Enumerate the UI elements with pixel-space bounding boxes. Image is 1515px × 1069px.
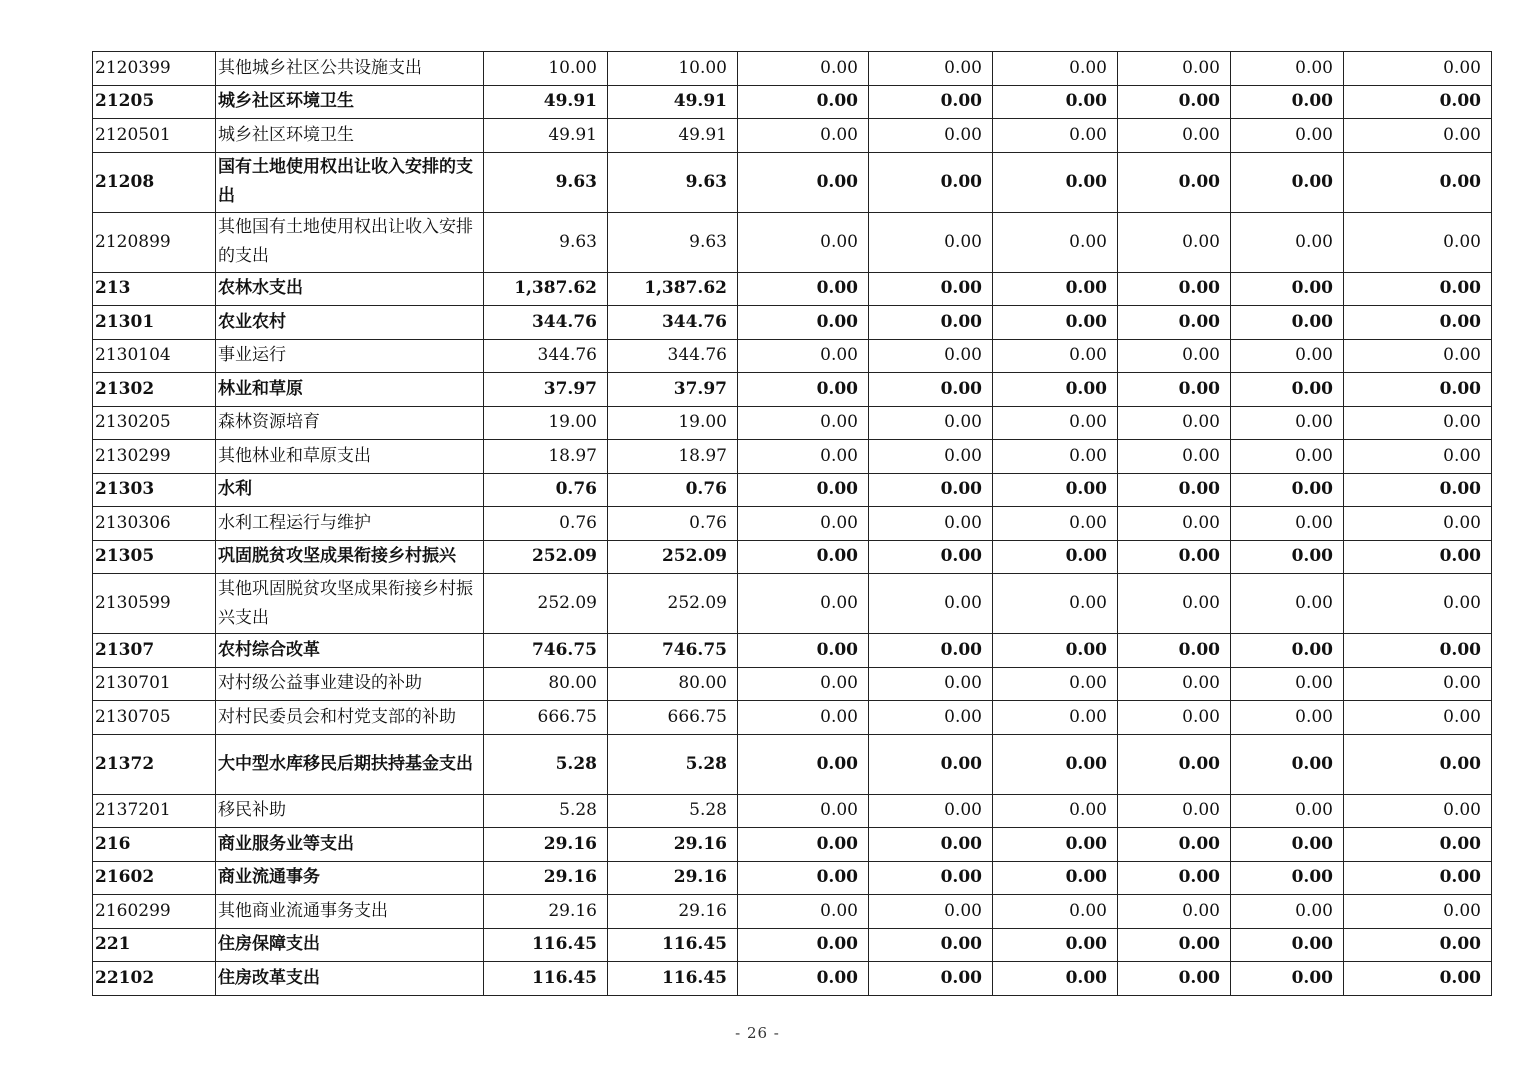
cell-amount: 10.00 (608, 52, 738, 86)
cell-code: 216 (93, 828, 216, 862)
table-row (93, 152, 1492, 212)
table-row (93, 473, 1492, 507)
cell-name: 国有土地使用权出让收入安排的支出 (216, 152, 484, 212)
cell-amount: 344.76 (608, 339, 738, 373)
cell-amount: 0.00 (869, 734, 993, 794)
cell-amount: 0.00 (869, 928, 993, 962)
cell-amount: 5.28 (484, 794, 608, 828)
cell-amount: 0.00 (738, 828, 869, 862)
cell-amount: 116.45 (608, 928, 738, 962)
cell-amount: 0.00 (738, 373, 869, 407)
cell-code: 21208 (93, 152, 216, 212)
cell-amount: 746.75 (484, 634, 608, 668)
cell-name: 森林资源培育 (216, 406, 484, 440)
cell-amount: 116.45 (608, 962, 738, 996)
cell-amount: 0.00 (869, 540, 993, 574)
cell-amount: 0.00 (1344, 928, 1492, 962)
cell-amount: 0.00 (1231, 574, 1344, 634)
cell-amount: 0.00 (738, 440, 869, 474)
cell-amount: 0.00 (1118, 895, 1231, 929)
cell-amount: 0.00 (1231, 306, 1344, 340)
cell-amount: 29.16 (608, 861, 738, 895)
cell-amount: 37.97 (608, 373, 738, 407)
cell-amount: 0.00 (1231, 895, 1344, 929)
table-body (93, 52, 1492, 996)
cell-amount: 0.00 (993, 794, 1118, 828)
cell-amount: 0.00 (1344, 152, 1492, 212)
cell-amount: 0.00 (1118, 667, 1231, 701)
cell-amount: 0.00 (869, 85, 993, 119)
cell-amount: 0.00 (1231, 962, 1344, 996)
table-row (93, 212, 1492, 272)
cell-amount: 0.00 (1344, 119, 1492, 153)
cell-amount: 19.00 (484, 406, 608, 440)
cell-amount: 0.00 (1118, 212, 1231, 272)
table-row (93, 339, 1492, 373)
cell-name: 其他林业和草原支出 (216, 440, 484, 474)
cell-amount: 0.00 (993, 962, 1118, 996)
cell-amount: 5.28 (608, 734, 738, 794)
cell-amount: 0.00 (1231, 634, 1344, 668)
cell-amount: 0.00 (1118, 574, 1231, 634)
cell-amount: 0.00 (1231, 540, 1344, 574)
cell-amount: 0.00 (1118, 152, 1231, 212)
cell-amount: 0.00 (738, 507, 869, 541)
cell-amount: 0.00 (869, 406, 993, 440)
cell-amount: 0.00 (1344, 306, 1492, 340)
cell-amount: 0.00 (738, 52, 869, 86)
cell-name: 农业农村 (216, 306, 484, 340)
cell-amount: 0.00 (738, 272, 869, 306)
cell-amount: 252.09 (484, 540, 608, 574)
cell-amount: 0.00 (738, 152, 869, 212)
cell-amount: 0.00 (1231, 928, 1344, 962)
cell-name: 城乡社区环境卫生 (216, 119, 484, 153)
cell-amount: 116.45 (484, 962, 608, 996)
cell-name: 农村综合改革 (216, 634, 484, 668)
cell-amount: 0.00 (869, 373, 993, 407)
cell-amount: 0.00 (869, 473, 993, 507)
cell-amount: 0.00 (993, 152, 1118, 212)
cell-code: 2160299 (93, 895, 216, 929)
cell-code: 213 (93, 272, 216, 306)
cell-amount: 666.75 (484, 701, 608, 735)
cell-amount: 0.00 (1118, 540, 1231, 574)
cell-amount: 37.97 (484, 373, 608, 407)
cell-amount: 0.00 (1231, 667, 1344, 701)
cell-amount: 0.76 (484, 473, 608, 507)
cell-amount: 0.00 (1118, 928, 1231, 962)
cell-amount: 0.00 (1231, 507, 1344, 541)
cell-amount: 0.00 (993, 473, 1118, 507)
table-row (93, 440, 1492, 474)
cell-amount: 0.00 (1118, 861, 1231, 895)
cell-name: 林业和草原 (216, 373, 484, 407)
cell-amount: 0.00 (1344, 272, 1492, 306)
cell-amount: 0.76 (608, 473, 738, 507)
cell-name: 对村民委员会和村党支部的补助 (216, 701, 484, 735)
table-row (93, 272, 1492, 306)
cell-amount: 746.75 (608, 634, 738, 668)
table-row (93, 574, 1492, 634)
cell-name: 城乡社区环境卫生 (216, 85, 484, 119)
cell-amount: 0.00 (993, 119, 1118, 153)
cell-amount: 0.00 (1231, 473, 1344, 507)
cell-name: 其他巩固脱贫攻坚成果衔接乡村振兴支出 (216, 574, 484, 634)
cell-code: 21302 (93, 373, 216, 407)
cell-amount: 0.00 (993, 861, 1118, 895)
cell-amount: 0.00 (1118, 473, 1231, 507)
cell-amount: 0.00 (1231, 212, 1344, 272)
table-row (93, 701, 1492, 735)
cell-amount: 29.16 (608, 895, 738, 929)
cell-code: 21602 (93, 861, 216, 895)
cell-amount: 0.00 (869, 152, 993, 212)
cell-name: 住房改革支出 (216, 962, 484, 996)
cell-amount: 252.09 (608, 540, 738, 574)
cell-amount: 0.00 (1344, 373, 1492, 407)
cell-amount: 0.00 (993, 828, 1118, 862)
table-row (93, 928, 1492, 962)
cell-amount: 0.00 (738, 895, 869, 929)
table-row (93, 85, 1492, 119)
cell-amount: 0.00 (1118, 440, 1231, 474)
cell-amount: 0.00 (869, 272, 993, 306)
cell-amount: 0.00 (993, 440, 1118, 474)
table-row (93, 306, 1492, 340)
cell-amount: 0.00 (993, 339, 1118, 373)
cell-amount: 0.00 (1231, 339, 1344, 373)
cell-amount: 0.00 (1118, 507, 1231, 541)
cell-amount: 0.00 (869, 861, 993, 895)
cell-amount: 0.00 (738, 406, 869, 440)
cell-amount: 344.76 (608, 306, 738, 340)
table-row (93, 406, 1492, 440)
cell-amount: 18.97 (484, 440, 608, 474)
cell-amount: 0.00 (993, 52, 1118, 86)
cell-amount: 0.00 (1118, 828, 1231, 862)
cell-amount: 9.63 (484, 152, 608, 212)
cell-amount: 0.00 (738, 85, 869, 119)
cell-code: 2130205 (93, 406, 216, 440)
cell-amount: 0.00 (738, 306, 869, 340)
cell-name: 其他商业流通事务支出 (216, 895, 484, 929)
cell-amount: 0.00 (738, 634, 869, 668)
cell-amount: 0.76 (608, 507, 738, 541)
cell-amount: 0.00 (869, 962, 993, 996)
cell-amount: 116.45 (484, 928, 608, 962)
cell-amount: 0.00 (738, 861, 869, 895)
cell-amount: 0.00 (1118, 52, 1231, 86)
cell-amount: 252.09 (484, 574, 608, 634)
cell-amount: 0.00 (1231, 794, 1344, 828)
table-row (93, 962, 1492, 996)
cell-amount: 49.91 (484, 119, 608, 153)
cell-amount: 0.00 (869, 306, 993, 340)
cell-code: 2120899 (93, 212, 216, 272)
cell-amount: 252.09 (608, 574, 738, 634)
cell-amount: 0.00 (993, 634, 1118, 668)
cell-amount: 0.00 (869, 440, 993, 474)
cell-amount: 0.00 (993, 574, 1118, 634)
cell-code: 21205 (93, 85, 216, 119)
cell-amount: 10.00 (484, 52, 608, 86)
cell-amount: 0.00 (1344, 540, 1492, 574)
cell-amount: 0.00 (869, 52, 993, 86)
cell-amount: 0.00 (1344, 701, 1492, 735)
cell-amount: 0.00 (993, 928, 1118, 962)
cell-amount: 0.00 (1231, 119, 1344, 153)
cell-amount: 1,387.62 (484, 272, 608, 306)
cell-name: 农林水支出 (216, 272, 484, 306)
table-row (93, 507, 1492, 541)
cell-amount: 0.00 (738, 928, 869, 962)
cell-amount: 9.63 (484, 212, 608, 272)
table-row (93, 794, 1492, 828)
budget-table (92, 51, 1492, 996)
cell-code: 2130705 (93, 701, 216, 735)
cell-amount: 18.97 (608, 440, 738, 474)
cell-amount: 1,387.62 (608, 272, 738, 306)
cell-amount: 0.00 (1344, 574, 1492, 634)
cell-code: 21307 (93, 634, 216, 668)
cell-amount: 5.28 (484, 734, 608, 794)
cell-amount: 0.00 (1231, 152, 1344, 212)
cell-amount: 0.00 (1231, 828, 1344, 862)
cell-code: 21301 (93, 306, 216, 340)
cell-amount: 0.76 (484, 507, 608, 541)
cell-amount: 0.00 (738, 734, 869, 794)
cell-name: 事业运行 (216, 339, 484, 373)
cell-name: 水利工程运行与维护 (216, 507, 484, 541)
cell-amount: 0.00 (1118, 701, 1231, 735)
cell-name: 住房保障支出 (216, 928, 484, 962)
cell-amount: 0.00 (869, 701, 993, 735)
cell-amount: 0.00 (1118, 406, 1231, 440)
cell-amount: 0.00 (993, 306, 1118, 340)
cell-code: 22102 (93, 962, 216, 996)
cell-amount: 80.00 (484, 667, 608, 701)
cell-amount: 0.00 (1231, 52, 1344, 86)
table-row (93, 52, 1492, 86)
cell-amount: 9.63 (608, 212, 738, 272)
table-row (93, 828, 1492, 862)
table-row (93, 895, 1492, 929)
cell-amount: 0.00 (1118, 962, 1231, 996)
cell-amount: 0.00 (1118, 373, 1231, 407)
cell-amount: 0.00 (993, 85, 1118, 119)
cell-amount: 0.00 (1344, 861, 1492, 895)
cell-amount: 0.00 (738, 540, 869, 574)
table-row (93, 734, 1492, 794)
cell-name: 商业流通事务 (216, 861, 484, 895)
cell-amount: 0.00 (738, 212, 869, 272)
cell-code: 221 (93, 928, 216, 962)
cell-amount: 0.00 (1344, 339, 1492, 373)
cell-amount: 0.00 (738, 473, 869, 507)
cell-amount: 0.00 (1118, 339, 1231, 373)
cell-code: 21303 (93, 473, 216, 507)
cell-amount: 0.00 (1118, 634, 1231, 668)
cell-amount: 80.00 (608, 667, 738, 701)
cell-code: 2120399 (93, 52, 216, 86)
cell-amount: 0.00 (869, 574, 993, 634)
cell-amount: 0.00 (1344, 734, 1492, 794)
cell-amount: 0.00 (869, 828, 993, 862)
cell-amount: 0.00 (1344, 507, 1492, 541)
cell-amount: 0.00 (993, 507, 1118, 541)
cell-amount: 0.00 (1118, 119, 1231, 153)
table-row (93, 861, 1492, 895)
cell-amount: 29.16 (484, 861, 608, 895)
cell-code: 2130306 (93, 507, 216, 541)
cell-amount: 0.00 (1344, 85, 1492, 119)
cell-amount: 344.76 (484, 306, 608, 340)
cell-amount: 0.00 (993, 540, 1118, 574)
cell-amount: 0.00 (1344, 406, 1492, 440)
cell-amount: 0.00 (993, 667, 1118, 701)
cell-amount: 0.00 (1344, 962, 1492, 996)
cell-amount: 29.16 (608, 828, 738, 862)
cell-amount: 0.00 (1231, 85, 1344, 119)
cell-code: 2130104 (93, 339, 216, 373)
table-row (93, 119, 1492, 153)
cell-amount: 0.00 (993, 406, 1118, 440)
cell-name: 巩固脱贫攻坚成果衔接乡村振兴 (216, 540, 484, 574)
cell-amount: 0.00 (1344, 828, 1492, 862)
table-row (93, 373, 1492, 407)
cell-amount: 0.00 (1231, 440, 1344, 474)
cell-amount: 49.91 (608, 119, 738, 153)
cell-amount: 0.00 (1344, 440, 1492, 474)
cell-name: 大中型水库移民后期扶持基金支出 (216, 734, 484, 794)
cell-amount: 0.00 (1344, 794, 1492, 828)
cell-amount: 0.00 (1118, 272, 1231, 306)
cell-amount: 0.00 (738, 339, 869, 373)
cell-amount: 0.00 (869, 119, 993, 153)
cell-amount: 0.00 (1344, 473, 1492, 507)
cell-amount: 0.00 (869, 212, 993, 272)
cell-amount: 0.00 (869, 667, 993, 701)
cell-name: 移民补助 (216, 794, 484, 828)
cell-amount: 0.00 (993, 212, 1118, 272)
cell-amount: 0.00 (869, 507, 993, 541)
cell-amount: 49.91 (608, 85, 738, 119)
cell-code: 2120501 (93, 119, 216, 153)
cell-code: 2130299 (93, 440, 216, 474)
cell-name: 水利 (216, 473, 484, 507)
cell-amount: 0.00 (1118, 306, 1231, 340)
cell-amount: 0.00 (1344, 212, 1492, 272)
cell-code: 21305 (93, 540, 216, 574)
cell-amount: 0.00 (1344, 667, 1492, 701)
table-row (93, 634, 1492, 668)
cell-amount: 0.00 (1231, 272, 1344, 306)
cell-amount: 0.00 (1231, 861, 1344, 895)
cell-amount: 0.00 (1231, 373, 1344, 407)
cell-code: 2130701 (93, 667, 216, 701)
page-number: - 26 - (735, 1024, 780, 1042)
cell-amount: 19.00 (608, 406, 738, 440)
cell-amount: 0.00 (1344, 895, 1492, 929)
cell-amount: 0.00 (738, 794, 869, 828)
cell-amount: 49.91 (484, 85, 608, 119)
cell-amount: 0.00 (738, 667, 869, 701)
cell-name: 商业服务业等支出 (216, 828, 484, 862)
cell-amount: 0.00 (1344, 634, 1492, 668)
cell-code: 2130599 (93, 574, 216, 634)
cell-amount: 0.00 (1118, 734, 1231, 794)
cell-amount: 0.00 (993, 734, 1118, 794)
cell-amount: 0.00 (738, 701, 869, 735)
cell-amount: 0.00 (993, 272, 1118, 306)
cell-amount: 0.00 (869, 895, 993, 929)
cell-amount: 29.16 (484, 828, 608, 862)
cell-amount: 0.00 (869, 339, 993, 373)
cell-amount: 0.00 (993, 895, 1118, 929)
table-row (93, 667, 1492, 701)
cell-amount: 344.76 (484, 339, 608, 373)
cell-amount: 29.16 (484, 895, 608, 929)
cell-name: 其他城乡社区公共设施支出 (216, 52, 484, 86)
cell-name: 对村级公益事业建设的补助 (216, 667, 484, 701)
cell-code: 2137201 (93, 794, 216, 828)
cell-amount: 0.00 (738, 574, 869, 634)
cell-code: 21372 (93, 734, 216, 794)
table-row (93, 540, 1492, 574)
cell-amount: 0.00 (1231, 406, 1344, 440)
cell-amount: 0.00 (738, 119, 869, 153)
cell-amount: 0.00 (869, 634, 993, 668)
cell-amount: 666.75 (608, 701, 738, 735)
cell-amount: 0.00 (1231, 701, 1344, 735)
cell-amount: 0.00 (993, 373, 1118, 407)
cell-name: 其他国有土地使用权出让收入安排的支出 (216, 212, 484, 272)
cell-amount: 5.28 (608, 794, 738, 828)
cell-amount: 0.00 (1231, 734, 1344, 794)
cell-amount: 0.00 (1118, 85, 1231, 119)
cell-amount: 0.00 (869, 794, 993, 828)
cell-amount: 0.00 (1118, 794, 1231, 828)
cell-amount: 0.00 (738, 962, 869, 996)
cell-amount: 0.00 (1344, 52, 1492, 86)
cell-amount: 9.63 (608, 152, 738, 212)
cell-amount: 0.00 (993, 701, 1118, 735)
